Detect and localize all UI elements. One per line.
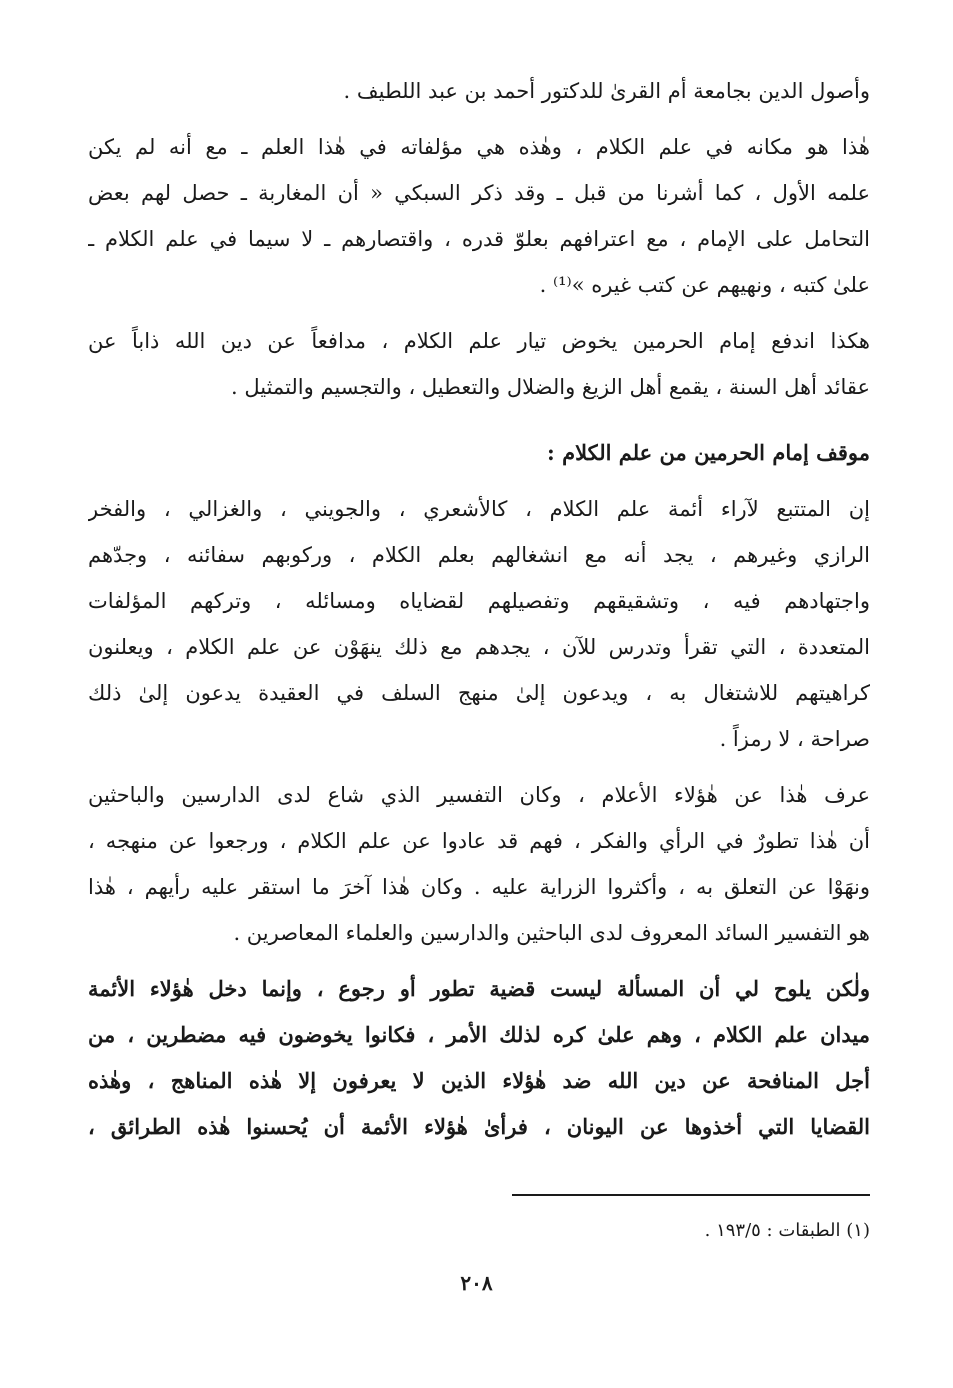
text-line: عرف هٰذا عن هٰؤلاء الأعلام ، وكان التفسير الذي شاع لدى الدارسين والباحثين xyxy=(88,783,870,807)
text-line: وأصول الدين بجامعة أم القرىٰ للدكتور أحمد بن عبد اللطيف . xyxy=(343,79,870,103)
paragraph-author-view xyxy=(88,966,870,1150)
text-line: أجل المنافحة عن دين الله ضد هٰؤلاء الذين لا يعرفون إلا هٰذه المناهج ، وهٰذه xyxy=(88,1068,870,1093)
text-line: ولٰكن يلوح لي أن المسألة ليست قضية تطور أو رجوع ، وإنما دخل هٰؤلاء الأئمة xyxy=(88,976,870,1001)
text-line: هو التفسير السائد المعروف لدى الباحثين والدارسين والعلماء المعاصرين . xyxy=(233,921,870,945)
footnote-separator xyxy=(512,1194,870,1196)
text-line: هكذا اندفع إمام الحرمين يخوض تيار علم الكلام ، مدافعاً عن دين الله ذاباً عن xyxy=(88,329,870,353)
text-line: أن هٰذا تطورٌ في الرأي والفكر ، فهم قد عادوا عن علم الكلام ، ورجعوا عن منهجه ، xyxy=(88,829,870,853)
text-line: التحامل على الإمام ، مع اعترافهم بعلوّ قدره ، واقتصارهم ـ لا سيما في علم الكلام ـ xyxy=(88,227,870,251)
text-line: صراحة ، لا رمزاً . xyxy=(719,727,870,751)
text-line: الرازي وغيرهم ، يجد أنه مع انشغالهم بعلم الكلام ، وركوبهم سفائنه ، وجدّهم xyxy=(88,543,870,567)
text-line: القضايا التي أخذوها عن اليونان ، فرأىٰ هٰؤلاء الأئمة أن يُحسنوا هٰذه الطرائق ، xyxy=(88,1114,870,1139)
paragraph-kalam-position xyxy=(88,124,870,308)
paragraph-intro xyxy=(88,68,870,114)
paragraph-interpretation xyxy=(88,772,870,956)
text-line: واجتهادهم فيه ، وتشقيقهم وتفصيلهم لقضاياه ومسائله ، وتركهم المؤلفات xyxy=(88,589,870,613)
text-line: علمه الأول ، كما أشرنا من قبل ـ وقد ذكر السبكي « أن المغاربة ـ حصل لهم بعض xyxy=(88,181,870,205)
footnote: (١) الطبقات : ١٩٣/٥ . xyxy=(704,1220,870,1241)
text-line: المتعددة ، التي تقرأ وتدرس للآن ، يجدهم مع ذلك ينهَوْن عن علم الكلام ، ويعلنون xyxy=(88,635,870,659)
text-line: كراهيتهم للاشتغال به ، ويدعون إلىٰ منهج السلف في العقيدة يدعون إلىٰ ذلك xyxy=(88,681,870,705)
section-heading: موقف إمام الحرمين من علم الكلام : xyxy=(547,440,870,465)
page-number: ٢٠٨ xyxy=(460,1271,493,1295)
text-line: ونهَوْا عن التعلق به ، وأكثروا الزراية عليه . وكان هٰذا آخرَ ما استقر عليه رأيهم ، هٰذا xyxy=(88,875,870,899)
paragraph-scholars xyxy=(88,486,870,762)
text-line: هٰذا هو مكانه في علم الكلام ، وهٰذه هي مؤلفاته في هٰذا العلم ـ مع أنه لم يكن xyxy=(88,135,870,159)
text-line: عقائد أهل السنة ، يقمع أهل الزيغ والضلال والتعطيل ، والتجسيم والتمثيل . xyxy=(231,375,870,399)
text-line: ميدان علم الكلام ، وهم علىٰ كره لذلك الأمر ، فكانوا يخوضون فيه مضطرين ، من xyxy=(88,1022,870,1047)
paragraph-defense xyxy=(88,318,870,410)
page-body xyxy=(88,68,870,1150)
text-line: علىٰ كتبه ، ونهيهم عن كتب غيره »⁽¹⁾ . xyxy=(539,273,870,297)
text-line: إن المتتبع لآراء أئمة علم الكلام ، كالأشعري ، والجويني ، والغزالي ، والفخر xyxy=(88,497,870,521)
